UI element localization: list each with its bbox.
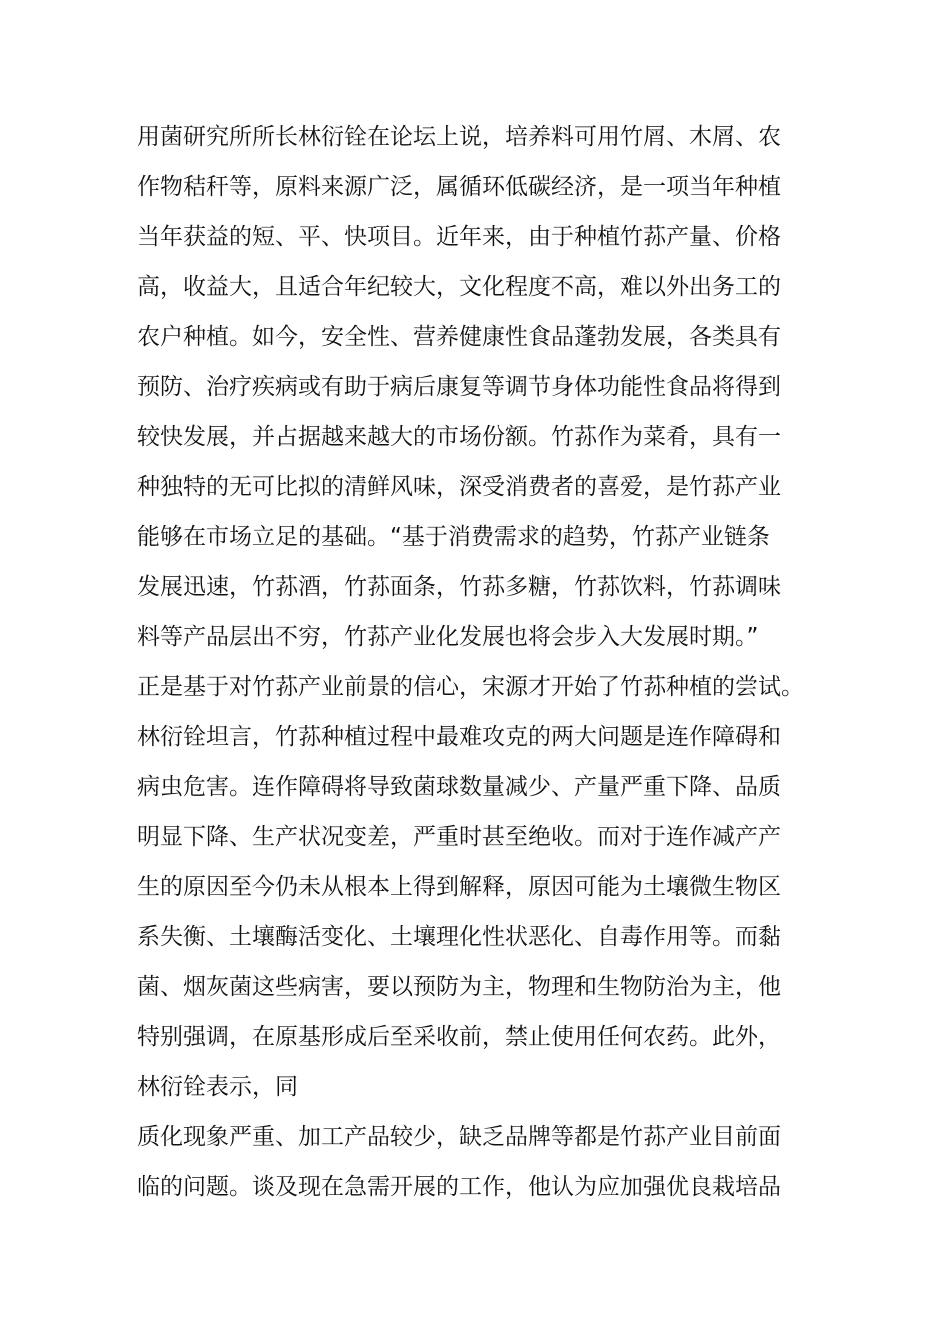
text-line: 正是基于对竹荪产业前景的信心，宋源才开始了竹荪种植的尝试。 <box>137 674 804 700</box>
text-line: 病虫危害。连作障碍将导致菌球数量减少、产量严重下降、品质 <box>137 774 781 800</box>
text-line: 作物秸秆等，原料来源广泛，属循环低碳经济，是一项当年种植 <box>137 174 781 200</box>
text-line: 农户种植。如今，安全性、营养健康性食品蓬勃发展，各类具有 <box>137 324 781 350</box>
text-line: 高，收益大，且适合年纪较大，文化程度不高，难以外出务工的 <box>137 274 781 300</box>
text-line: 临的问题。谈及现在急需开展的工作，他认为应加强优良栽培品 <box>137 1174 781 1200</box>
text-line: 林衍铨表示，同 <box>137 1074 298 1100</box>
text-line: 当年获益的短、平、快项目。近年来，由于种植竹荪产量、价格 <box>137 224 781 250</box>
text-line: 种独特的无可比拟的清鲜风味，深受消费者的喜爱，是竹荪产业 <box>137 474 781 500</box>
text-line: 用菌研究所所长林衍铨在论坛上说，培养料可用竹屑、木屑、农 <box>137 124 781 150</box>
text-line: 较快发展，并占据越来越大的市场份额。竹荪作为菜肴，具有一 <box>137 424 781 450</box>
text-line: 质化现象严重、加工产品较少，缺乏品牌等都是竹荪产业目前面 <box>137 1124 781 1150</box>
body-text <box>137 112 817 1212</box>
text-line: 明显下降、生产状况变差，严重时甚至绝收。而对于连作减产产 <box>137 824 781 850</box>
text-line: 生的原因至今仍未从根本上得到解释，原因可能为土壤微生物区 <box>137 874 781 900</box>
text-line: 特别强调，在原基形成后至采收前，禁止使用任何农药。此外， <box>137 1024 781 1050</box>
text-line: 系失衡、土壤酶活变化、土壤理化性状恶化、自毒作用等。而黏 <box>137 924 781 950</box>
text-line: 能够在市场立足的基础。“基于消费需求的趋势，竹荪产业链条 <box>137 524 770 550</box>
text-line: 林衍铨坦言，竹荪种植过程中最难攻克的两大问题是连作障碍和 <box>137 724 781 750</box>
text-line: 预防、治疗疾病或有助于病后康复等调节身体功能性食品将得到 <box>137 374 781 400</box>
text-line: 发展迅速，竹荪酒，竹荪面条，竹荪多糖，竹荪饮料，竹荪调味 <box>137 574 781 600</box>
text-line: 菌、烟灰菌这些病害，要以预防为主，物理和生物防治为主，他 <box>137 974 781 1000</box>
text-line: 料等产品层出不穷，竹荪产业化发展也将会步入大发展时期。” <box>137 624 759 650</box>
